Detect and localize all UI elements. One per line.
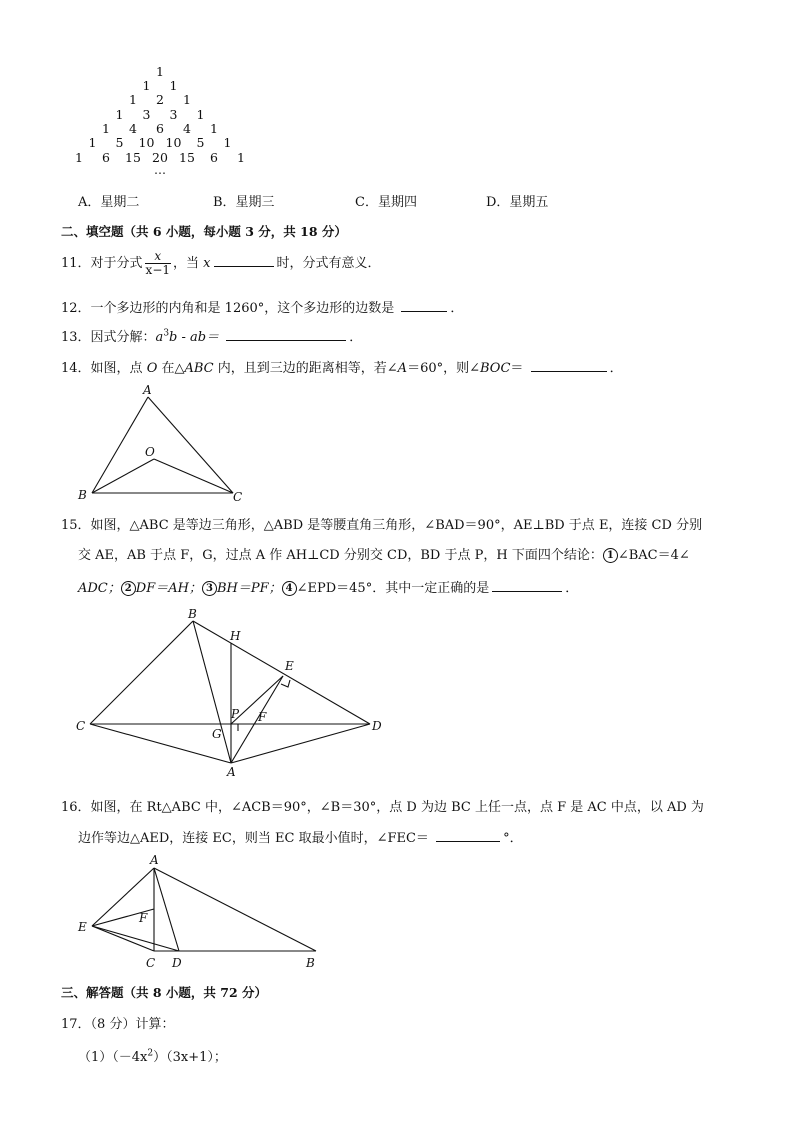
label-g: G bbox=[212, 727, 222, 741]
section3-heading: 三、解答题（共 8 小题，共 72 分） bbox=[61, 985, 268, 1000]
triangle-number: 1 bbox=[223, 135, 232, 150]
triangle-number: 10 bbox=[138, 135, 155, 150]
section2-heading: 二、填空题（共 6 小题，每小题 3 分，共 18 分） bbox=[61, 224, 347, 239]
triangle-number: 1 bbox=[196, 107, 205, 122]
triangle-number: 15 bbox=[179, 150, 195, 165]
question-13: 13．因式分解：$a^3b - ab=$ ． bbox=[61, 328, 363, 345]
triangle-number: 1 bbox=[142, 78, 151, 93]
label-b: B bbox=[78, 488, 87, 502]
triangle-number: 3 bbox=[169, 107, 178, 122]
triangle-number: 10 bbox=[165, 135, 182, 150]
triangle-number: 1 bbox=[210, 121, 218, 136]
label-e: E bbox=[78, 920, 87, 934]
question-12: 12．一个多边形的内角和是 1260°，这个多边形的边数是 ． bbox=[61, 301, 464, 316]
option-c: C．星期四 bbox=[355, 195, 417, 210]
label-h: H bbox=[230, 629, 241, 643]
line-ab bbox=[154, 868, 316, 951]
triangle-number: 1 bbox=[115, 107, 124, 122]
label-a: A bbox=[143, 383, 152, 397]
line-ed bbox=[92, 926, 179, 951]
triangle-number: 6 bbox=[156, 121, 164, 136]
label-c: C bbox=[76, 719, 86, 733]
triangle-number: 3 bbox=[142, 107, 151, 122]
option-a: A．星期二 bbox=[78, 195, 140, 210]
question-16-line2: 边作等边△AED，连接 EC，则当 EC 取最小值时，∠FEC＝ °． bbox=[78, 831, 523, 846]
triangle-number: 1 bbox=[75, 150, 83, 165]
label-a: A bbox=[227, 765, 236, 779]
triangle-number: 1 bbox=[129, 92, 137, 107]
triangle-number: 1 bbox=[156, 64, 164, 79]
label-c: C bbox=[233, 490, 243, 504]
triangle-number: 2 bbox=[156, 92, 164, 107]
circled-number-3: 3 bbox=[202, 581, 217, 596]
question-15-line3: ADC； 2 DF＝AH； 3 BH＝PF； 4 ∠EPD＝45°．其中一定正确的是 ． bbox=[78, 581, 579, 596]
label-e: E bbox=[285, 659, 294, 673]
line-ec bbox=[92, 926, 154, 951]
label-c: C bbox=[146, 956, 156, 970]
fraction: $\frac{x}{x-1}$ bbox=[145, 249, 171, 277]
circled-number-1: 1 bbox=[603, 548, 618, 563]
option-b: B．星期三 bbox=[213, 195, 275, 210]
question-14: 14．如图，点 O 在△ABC 内，且到三边的距离相等，若∠A＝60°，则∠BOC＝ ． bbox=[61, 361, 623, 376]
label-p: P bbox=[231, 707, 240, 721]
triangle-number: 4 bbox=[183, 121, 191, 136]
triangle-number: 20 bbox=[152, 150, 168, 165]
label-a: A bbox=[150, 853, 159, 867]
triangle-number: 1 bbox=[237, 150, 245, 165]
label-d: D bbox=[172, 956, 182, 970]
question-11: 11．对于分式 $\frac{x}{x-1}$ ，当 x 时，分式有意义． bbox=[61, 249, 381, 277]
triangle-number: 1 bbox=[183, 92, 191, 107]
triangle-number: 4 bbox=[129, 121, 137, 136]
triangle-number: 5 bbox=[115, 135, 124, 150]
option-d: D．星期五 bbox=[486, 195, 549, 210]
circled-number-2: 2 bbox=[121, 581, 136, 596]
line-ad bbox=[154, 868, 179, 951]
triangle-ellipsis: … bbox=[154, 163, 166, 177]
label-b: B bbox=[306, 956, 315, 970]
triangle-number: 1 bbox=[102, 121, 110, 136]
label-f: F bbox=[258, 710, 267, 724]
triangle-number: 5 bbox=[196, 135, 205, 150]
question-17-part1: $(1)(-4x^2)(3x+1)$； bbox=[78, 1048, 227, 1065]
circled-number-4: 4 bbox=[282, 581, 297, 596]
triangle-number: 6 bbox=[102, 150, 110, 165]
label-b: B bbox=[188, 607, 197, 621]
label-d: D bbox=[372, 719, 382, 733]
question-16-line1: 16．如图，在 Rt△ABC 中，∠ACB＝90°，∠B＝30°，点 D 为边 BC 上任一点，点 F 是 AC 中点，以 AD 为 bbox=[61, 800, 704, 815]
question-15-line2: 交 AE，AB 于点 F，G，过点 A 作 AH⊥CD 分别交 CD，BD 于点 P，H 下面四个结论： 1 ∠BAC＝4∠ bbox=[78, 548, 690, 563]
question-15-line1: 15．如图，△ABC 是等边三角形，△ABD 是等腰直角三角形，∠BAD＝90°，AE⊥BD 于点 E，连接 CD 分别 bbox=[61, 518, 703, 533]
triangle-number: 6 bbox=[210, 150, 218, 165]
triangle-number: 1 bbox=[88, 135, 97, 150]
label-f: F bbox=[139, 911, 148, 925]
triangle-number: 15 bbox=[125, 150, 141, 165]
question-17: 17．（8 分）计算： bbox=[61, 1017, 175, 1032]
triangle-number: 1 bbox=[169, 78, 178, 93]
label-o: O bbox=[145, 445, 155, 459]
